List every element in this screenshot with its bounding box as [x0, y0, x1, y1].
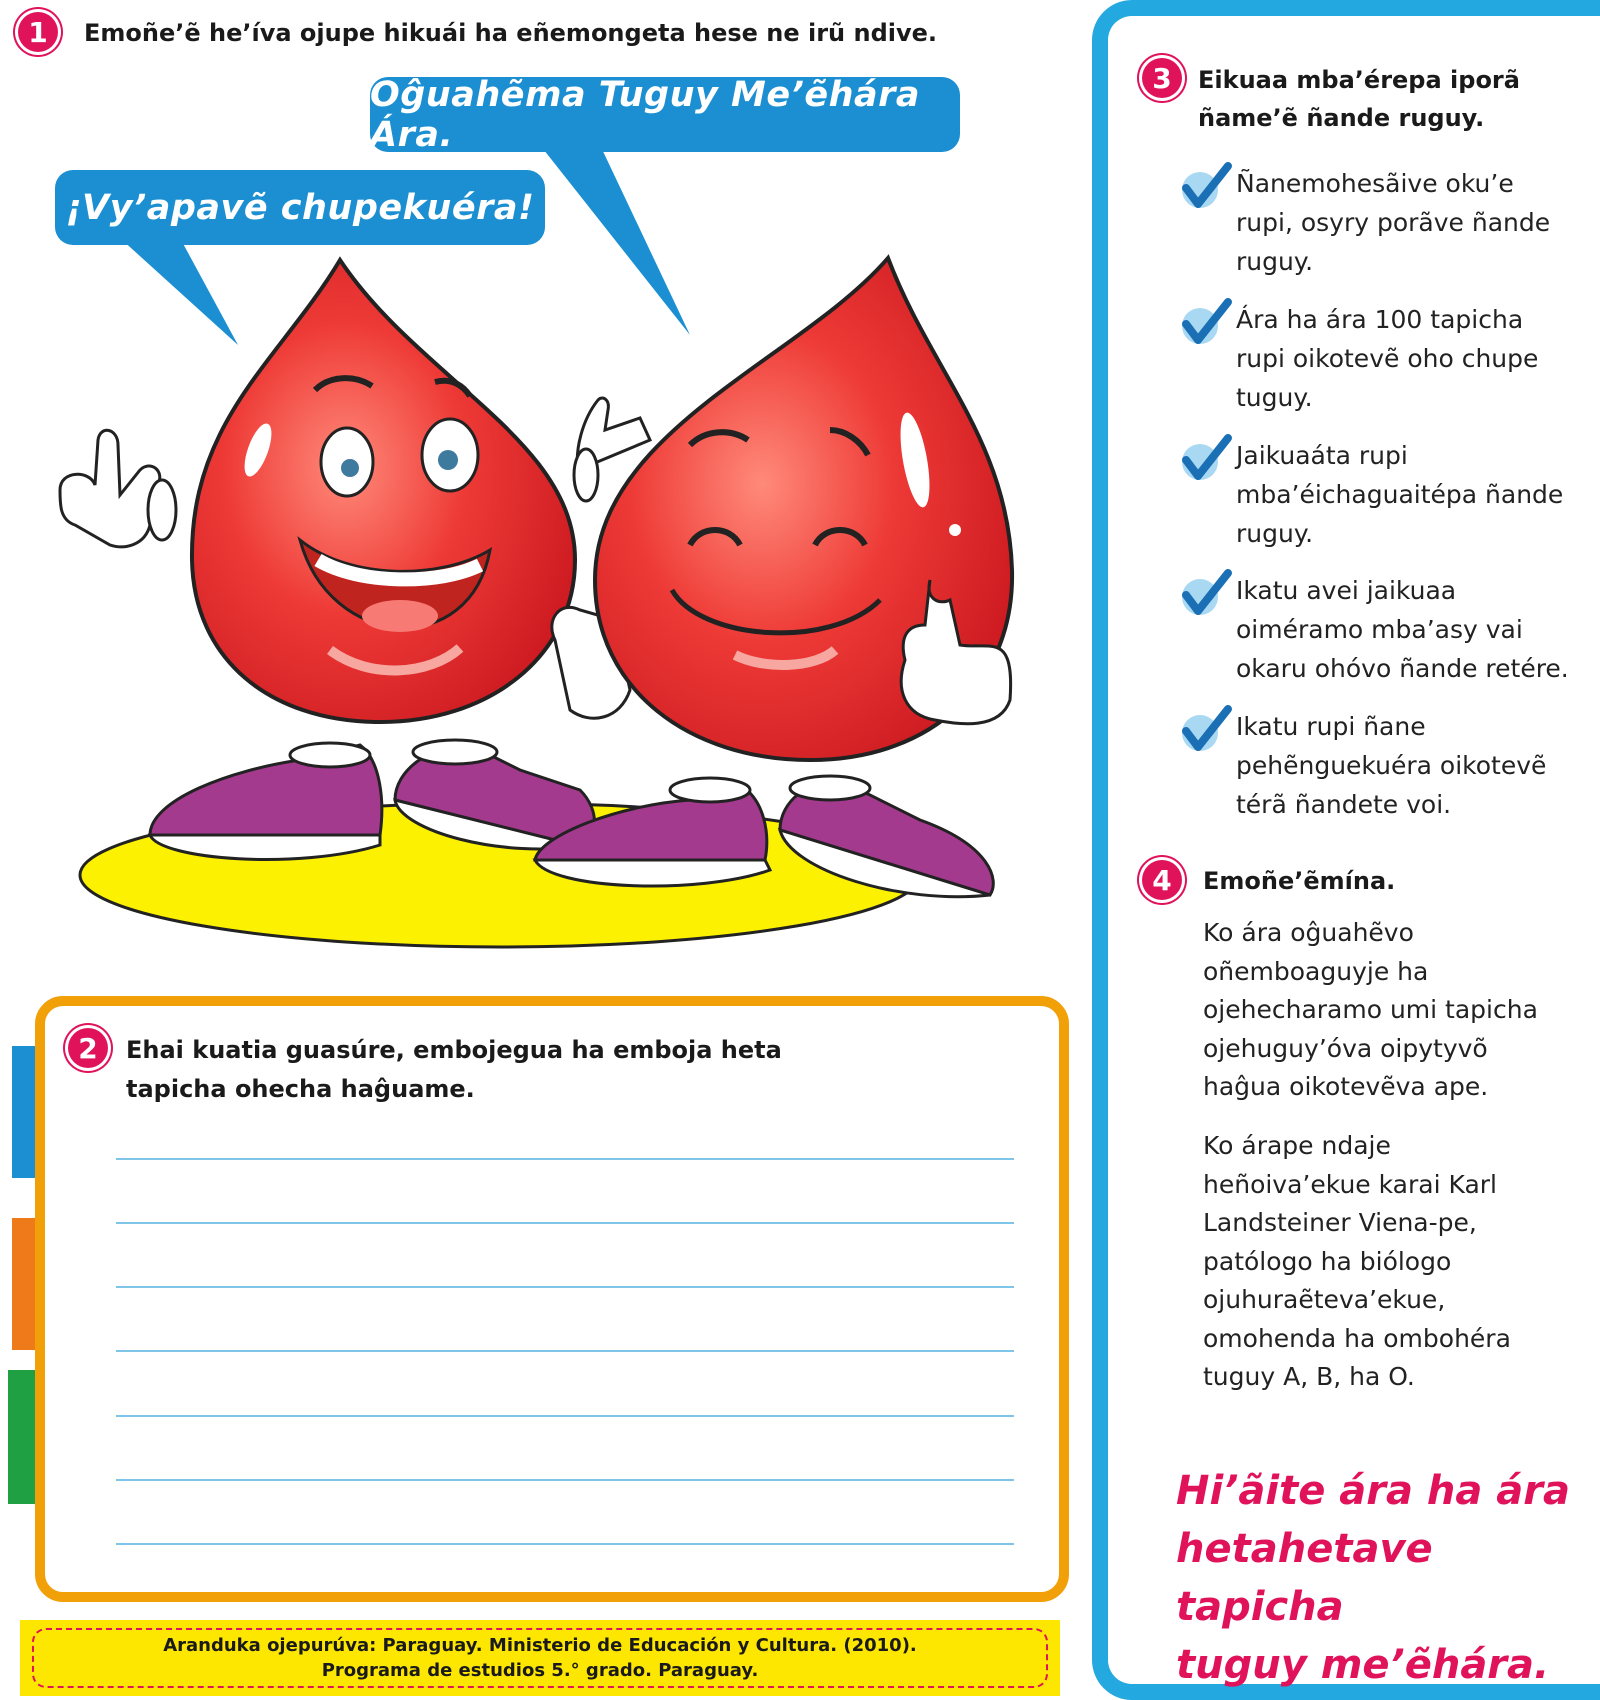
paragraph-line: ojuhuraẽteva’ekue, [1203, 1285, 1446, 1314]
source-line-2: Programa de estudios 5.° grado. Paraguay. [321, 1660, 759, 1681]
paragraph-line: tuguy A, B, ha O. [1203, 1362, 1415, 1391]
reason-line: Ikatu avei jaikuaa [1236, 576, 1457, 605]
section-1-instruction: Emoñe’ẽ he’íva ojupe hikuái ha eñemongeta hese ne irũ ndive. [84, 19, 938, 47]
reason-list-item [1236, 571, 1600, 688]
check-mark-icon [1176, 296, 1234, 352]
writing-line[interactable] [116, 1222, 1014, 1224]
slogan [1176, 1462, 1586, 1694]
reason-line: Ñanemohesãive oku’e [1236, 169, 1514, 198]
slogan-line: hetahetave tapicha [1176, 1526, 1433, 1630]
left-blood-drop [192, 260, 575, 722]
reason-list-item [1236, 164, 1600, 281]
blood-drop-mascots-illustration [0, 60, 1040, 960]
section-2-number-badge: 2 [68, 1028, 108, 1068]
speech-bubble-left: ¡Vy’apavẽ chupekuéra! [55, 170, 545, 245]
check-mark-icon [1176, 432, 1234, 488]
slogan-line: tuguy me’ẽhára. [1176, 1642, 1550, 1688]
paragraph-line: Landsteiner Viena-pe, [1203, 1208, 1477, 1237]
paragraph-line: Ko ára oĝuahẽvo [1203, 918, 1414, 947]
slogan-line: Hi’ãite ára ha ára [1176, 1468, 1571, 1514]
paragraph-line: patólogo ha biólogo [1203, 1246, 1452, 1276]
reason-list-item [1236, 707, 1600, 824]
reason-line: Ikatu rupi ñane [1236, 712, 1426, 741]
left-waving-hand-icon [60, 430, 176, 546]
reason-line: Jaikuaáta rupi [1236, 441, 1408, 470]
section-4-heading: Emoñe’ẽmína. [1203, 867, 1396, 895]
reason-line: Ára ha ára 100 tapicha [1236, 305, 1524, 334]
reason-line: pehẽnguekuéra oikotevẽ [1236, 751, 1547, 780]
reason-list-item [1236, 436, 1600, 553]
section-4-paragraph-2 [1203, 1127, 1593, 1397]
reason-line: rupi oikotevẽ oho chupe [1236, 344, 1539, 373]
writing-line[interactable] [116, 1350, 1014, 1352]
check-mark-icon [1176, 703, 1234, 759]
reason-line: oiméramo mba’asy vai [1236, 615, 1523, 644]
source-citation-box [20, 1620, 1060, 1696]
reason-line: térã ñandete voi. [1236, 790, 1452, 819]
section-4-number-badge: 4 [1142, 860, 1182, 900]
reason-line: rupi, osyry porãve ñande [1236, 208, 1551, 237]
paragraph-line: ojehecharamo umi tapicha [1203, 995, 1538, 1024]
paragraph-line: oñemboaguyje ha [1203, 956, 1429, 986]
section-4-paragraph-1 [1203, 914, 1593, 1107]
section-3-heading-line-1: Eikuaa mba’érepa iporã [1198, 66, 1520, 94]
section-3-number-badge: 3 [1142, 58, 1182, 98]
paragraph-line: Ko árape ndaje [1203, 1131, 1391, 1160]
section-2-instruction-line-1: Ehai kuatia guasúre, embojegua ha emboja heta [126, 1036, 782, 1064]
check-mark-icon [1176, 567, 1234, 623]
section-2-instruction-line-2: tapicha ohecha haĝuame. [126, 1075, 475, 1103]
check-mark-icon [1176, 160, 1234, 216]
writing-line[interactable] [116, 1543, 1014, 1545]
paragraph-line: haĝua oikotevẽva ape. [1203, 1072, 1489, 1101]
paragraph-line: heñoiva’ekue karai Karl [1203, 1169, 1497, 1199]
source-line-1: Aranduka ojepurúva: Paraguay. Ministerio de Educación y Cultura. (2010). [163, 1635, 917, 1656]
speech-bubble-right: Oĝuahẽma Tuguy Me’ẽhára Ára. [370, 77, 960, 152]
writing-line[interactable] [116, 1479, 1014, 1481]
writing-line[interactable] [116, 1415, 1014, 1417]
reason-line: ruguy. [1236, 519, 1314, 548]
reason-line: ruguy. [1236, 247, 1314, 276]
paragraph-line: ojehuguy’óva oipytyvõ [1203, 1033, 1488, 1063]
reason-list-item [1236, 300, 1600, 417]
reason-line: mba’éichaguaitépa ñande [1236, 480, 1564, 509]
reason-line: okaru ohóvo ñande retére. [1236, 654, 1569, 683]
reason-line: tuguy. [1236, 383, 1313, 412]
writing-line[interactable] [116, 1158, 1014, 1160]
writing-line[interactable] [116, 1286, 1014, 1288]
section-1-number-badge: 1 [18, 12, 58, 52]
paragraph-line: omohenda ha ombohéra [1203, 1323, 1511, 1353]
section-3-heading-line-2: ñame’ẽ ñande ruguy. [1198, 104, 1485, 132]
